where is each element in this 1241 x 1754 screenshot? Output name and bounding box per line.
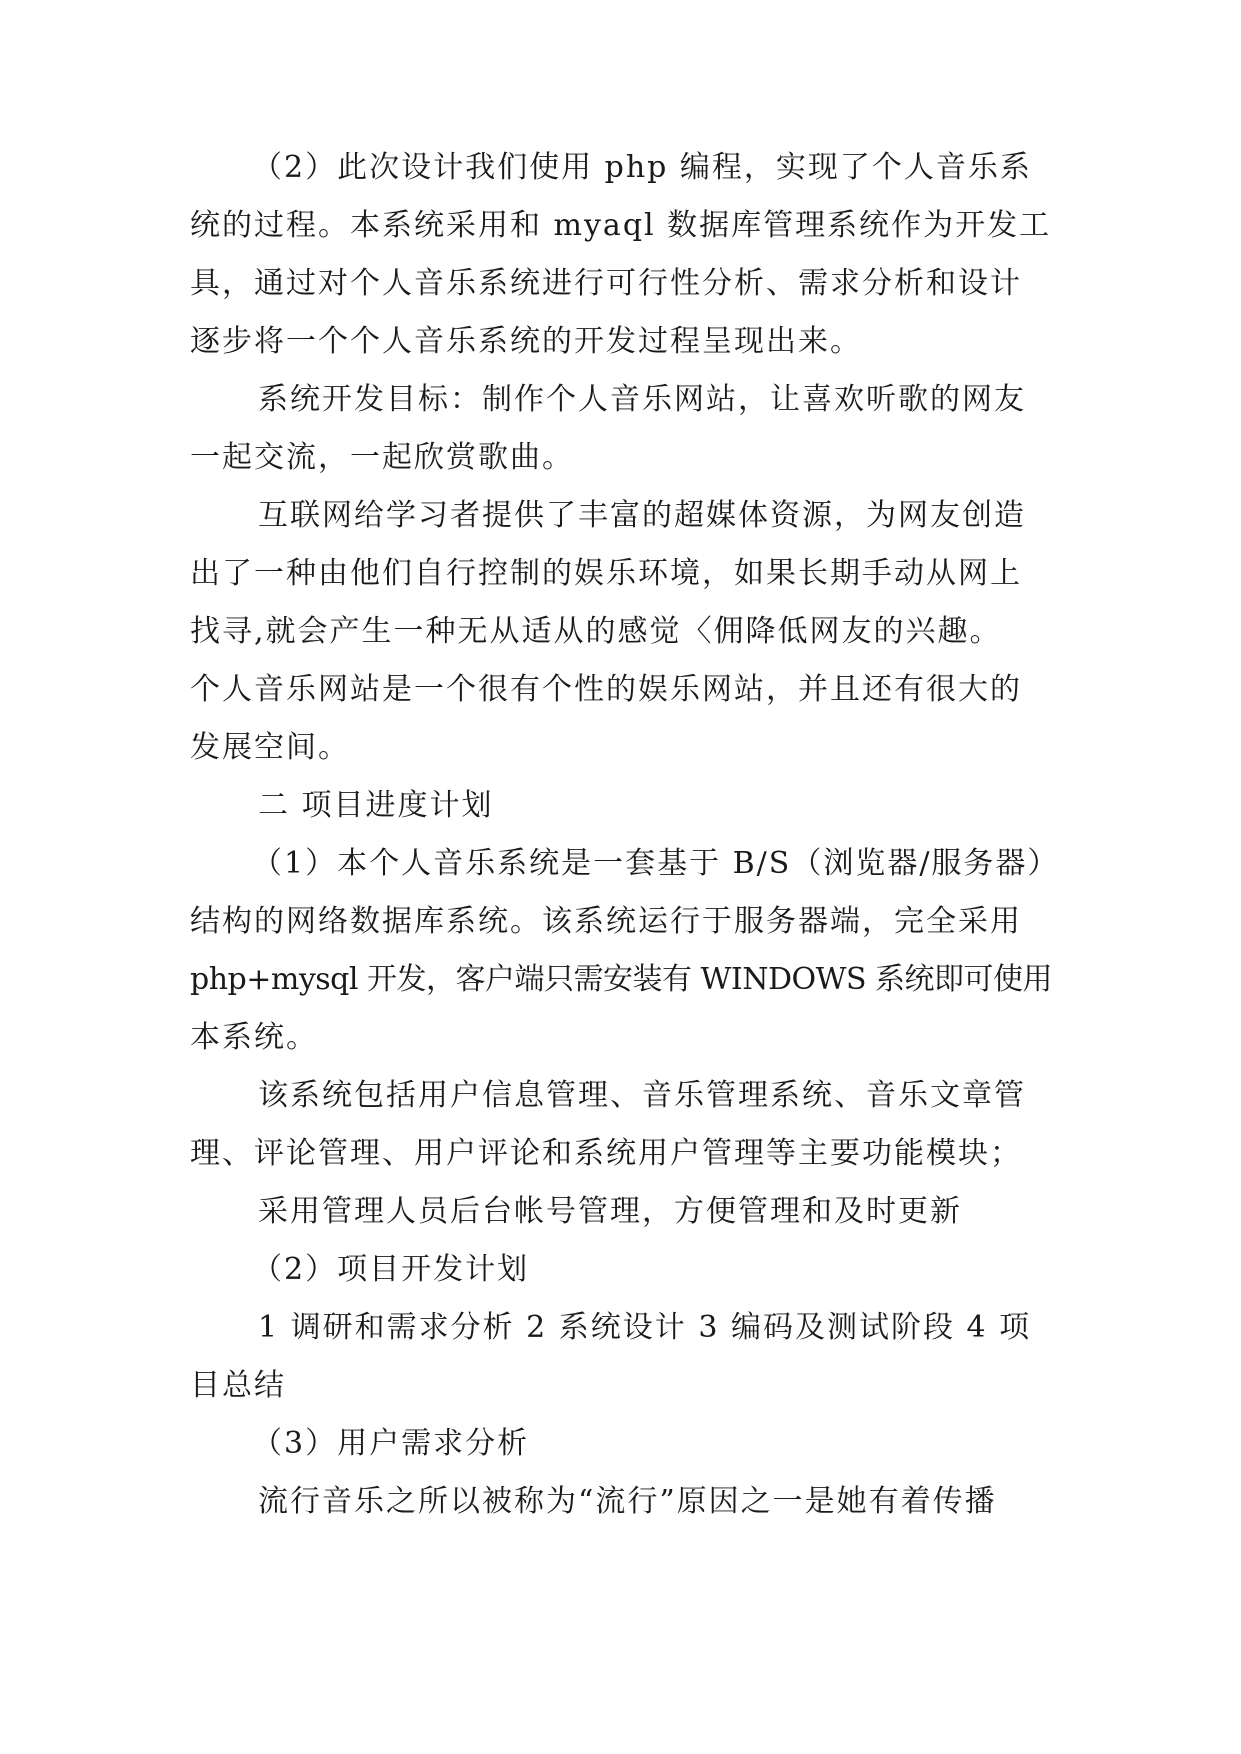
text-line: 1 调研和需求分析 2 系统设计 3 编码及测试阶段 4 项: [258, 1310, 1032, 1345]
text-line: 一起交流，一起欣赏歌曲。: [190, 440, 574, 475]
text-line: 系统开发目标：制作个人音乐网站，让喜欢听歌的网友: [258, 382, 1026, 417]
text-line: 结构的网络数据库系统。该系统运行于服务器端，完全采用: [190, 904, 1022, 939]
subsection-heading: （2）项目开发计划: [252, 1252, 530, 1287]
text-line: 出了一种由他们自行控制的娱乐环境，如果长期手动从网上: [190, 556, 1022, 591]
text-line: 采用管理人员后台帐号管理，方便管理和及时更新: [258, 1194, 962, 1229]
text-line: （1）本个人音乐系统是一套基于 B/S（浏览器/服务器）: [252, 846, 1060, 881]
text-line: 找寻,就会产生一种无从适从的感觉〈佣降低网友的兴趣。: [190, 614, 1002, 649]
text-line: 该系统包括用户信息管理、音乐管理系统、音乐文章管: [258, 1078, 1026, 1113]
text-line: 发展空间。: [190, 730, 350, 765]
text-line: 流行音乐之所以被称为“流行”原因之一是她有着传播: [258, 1484, 997, 1519]
text-line: 具，通过对个人音乐系统进行可行性分析、需求分析和设计: [190, 266, 1022, 301]
subsection-heading: （3）用户需求分析: [252, 1426, 530, 1461]
text-line: 理、评论管理、用户评论和系统用户管理等主要功能模块；: [190, 1136, 1022, 1171]
text-line: 本系统。: [190, 1020, 318, 1055]
text-line: 统的过程。本系统采用和 myaql 数据库管理系统作为开发工: [190, 208, 1052, 243]
text-line: 互联网给学习者提供了丰富的超媒体资源，为网友创造: [258, 498, 1026, 533]
text-line: 目总结: [190, 1368, 286, 1403]
text-line: （2）此次设计我们使用 php 编程，实现了个人音乐系: [252, 150, 1032, 185]
text-line: 个人音乐网站是一个很有个性的娱乐网站，并且还有很大的: [190, 672, 1022, 707]
text-line: php+mysql 开发，客户端只需安装有 WINDOWS 系统即可使用: [190, 962, 1053, 997]
section-heading: 二 项目进度计划: [258, 788, 494, 823]
text-line: 逐步将一个个人音乐系统的开发过程呈现出来。: [190, 324, 862, 359]
